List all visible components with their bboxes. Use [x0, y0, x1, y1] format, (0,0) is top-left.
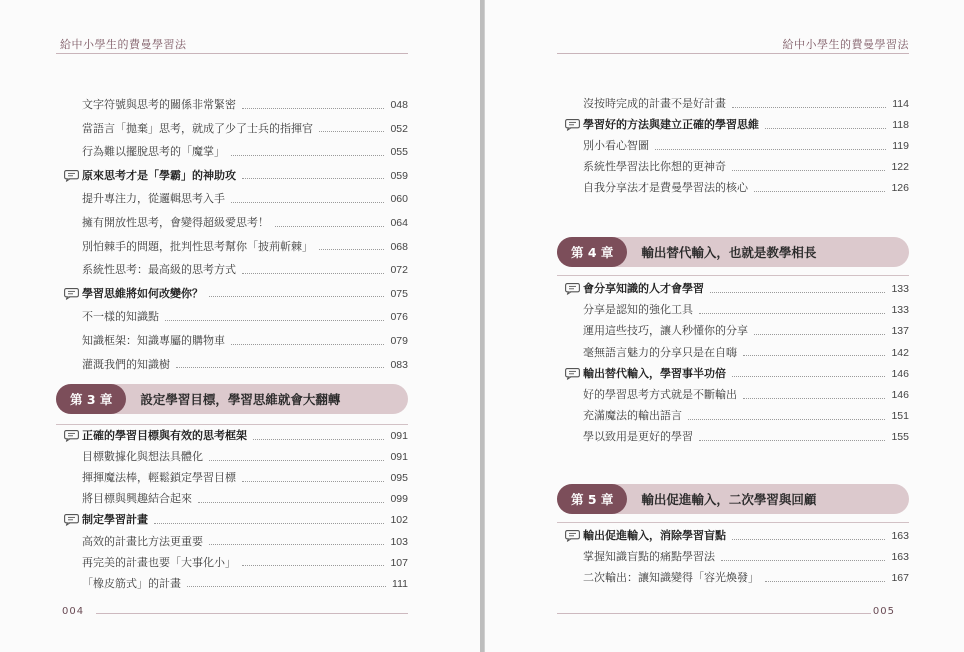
page-number: 005 — [872, 606, 895, 617]
toc-entry — [82, 261, 408, 279]
toc-entry-title: 當語言「拋棄」思考，就成了少了士兵的指揮官 — [82, 121, 313, 135]
toc-page-number: 091 — [390, 451, 408, 464]
chat-bubble-icon — [565, 283, 580, 295]
toc-page-number: 102 — [390, 514, 408, 527]
toc-entry — [583, 407, 909, 425]
dot-leader — [275, 226, 384, 227]
toc-page-number: 091 — [390, 430, 408, 442]
toc-entry-title: 揮揮魔法棒，輕鬆鎖定學習目標 — [82, 471, 236, 485]
toc-page-number: 064 — [390, 217, 408, 229]
toc-entry — [82, 214, 408, 232]
toc-entry — [82, 490, 408, 508]
toc-section-heading — [565, 116, 909, 134]
toc-page-number: 055 — [390, 146, 408, 159]
toc-entry-title: 二次輸出：讓知識變得「容光煥發」 — [583, 571, 759, 584]
toc-entry — [583, 386, 909, 404]
toc-entry — [583, 179, 909, 197]
toc-section-heading — [565, 365, 909, 383]
dot-leader — [176, 367, 384, 368]
toc-entry — [82, 143, 408, 161]
toc-section-heading — [64, 427, 408, 445]
toc-entry-title: 目標數據化與想法具體化 — [82, 450, 203, 464]
toc-entry-title: 好的學習思考方式就是不斷輸出 — [583, 388, 737, 401]
toc-entry — [583, 344, 909, 362]
dot-leader — [231, 344, 384, 345]
dot-leader — [732, 376, 885, 377]
toc-entry-title: 毫無語言魅力的分享只是在自嗨 — [583, 345, 737, 359]
dot-leader — [242, 565, 384, 566]
toc-entry-title: 再完美的計畫也要「大事化小」 — [82, 555, 236, 569]
toc-page-number: 151 — [891, 410, 909, 423]
toc-entry-title: 行為難以擺脫思考的「魔掌」 — [82, 145, 225, 159]
toc-entry-title: 原來思考才是「學霸」的神助攻 — [82, 168, 236, 182]
toc-page-number: 122 — [891, 161, 909, 173]
dot-leader — [765, 128, 886, 129]
toc-entry-title: 「橡皮筋式」的計畫 — [82, 576, 181, 590]
toc-entry-title: 文字符號與思考的關係非常緊密 — [82, 98, 236, 111]
toc-entry-title: 學習思維將如何改變你？ — [82, 286, 203, 300]
toc-entry — [82, 533, 408, 551]
toc-entry-title: 學以致用是更好的學習 — [583, 430, 693, 444]
toc-entry — [583, 158, 909, 176]
toc-page-number: 114 — [892, 98, 909, 110]
toc-page-number: 126 — [891, 182, 909, 194]
chapter-title: 輸出替代輸入，也就是教學相長 — [641, 245, 817, 260]
toc-entry-title: 提升專注力，從邏輯思考入手 — [82, 192, 225, 206]
chat-bubble-icon — [565, 368, 580, 380]
chat-bubble-icon — [565, 119, 580, 131]
toc-page-number: 075 — [390, 287, 408, 300]
toc-page-number: 103 — [390, 535, 408, 548]
toc-section-heading — [565, 280, 909, 298]
toc-page-number: 142 — [891, 346, 909, 359]
dot-leader — [754, 334, 885, 335]
dot-leader — [732, 107, 886, 108]
toc-entry-title: 會分享知識的人才會學習 — [583, 282, 704, 295]
dot-leader — [699, 440, 885, 441]
chapter-rule — [56, 424, 408, 425]
toc-entry-title: 分享是認知的強化工具 — [583, 303, 693, 317]
toc-entry-title: 輸出促進輸入，消除學習盲點 — [583, 529, 726, 542]
toc-entry — [583, 428, 909, 446]
chat-bubble-icon — [64, 288, 79, 300]
toc-page-number: 048 — [390, 99, 408, 111]
toc-entry — [82, 308, 408, 326]
toc-page-number: 163 — [891, 530, 909, 542]
dot-leader — [209, 460, 384, 461]
dot-leader — [754, 191, 885, 192]
toc-page-number: 146 — [891, 367, 909, 380]
toc-entry-title: 別小看心智圖 — [583, 139, 649, 152]
right-page — [484, 0, 964, 652]
toc-entry-title: 灌溉我們的知識樹 — [82, 357, 170, 371]
toc-entry-title: 沒按時完成的計畫不是好計畫 — [583, 97, 726, 110]
chapter-title: 設定學習目標，學習思維就會大翻轉 — [140, 392, 341, 407]
chapter-banner — [557, 237, 909, 267]
dot-leader — [655, 149, 886, 150]
dot-leader — [242, 273, 384, 274]
dot-leader — [743, 355, 885, 356]
toc-entry-title: 正確的學習目標與有效的思考框架 — [82, 429, 247, 442]
toc-page-number: 095 — [390, 472, 408, 485]
toc-page-number: 068 — [390, 240, 408, 253]
toc-entry-title: 制定學習計畫 — [82, 513, 148, 527]
toc-entry — [583, 569, 909, 587]
toc-entry — [82, 469, 408, 487]
toc-entry-title: 將目標與興趣結合起來 — [82, 492, 192, 506]
toc-page-number: 133 — [891, 304, 909, 317]
toc-entry-title: 運用這些技巧，讓人秒懂你的分享 — [583, 324, 748, 338]
toc-page-number: 052 — [390, 122, 408, 135]
toc-page-number: 083 — [390, 358, 408, 371]
dot-leader — [209, 296, 384, 297]
chapter-tag: 第 3 章 — [56, 384, 126, 414]
toc-entry-title: 高效的計畫比方法更重要 — [82, 534, 203, 548]
toc-entry-title: 自我分享法才是費曼學習法的核心 — [583, 181, 748, 194]
dot-leader — [231, 155, 384, 156]
toc-entry-title: 知識框架：知識專屬的購物車 — [82, 334, 225, 347]
dot-leader — [253, 439, 384, 440]
toc-page-number: 163 — [891, 551, 909, 563]
toc-page-number: 072 — [390, 264, 408, 277]
toc-page-number: 076 — [390, 311, 408, 324]
toc-entry — [82, 575, 408, 593]
toc-entry — [82, 238, 408, 256]
chapter-title: 輸出促進輸入，二次學習與回顧 — [641, 492, 817, 507]
dot-leader — [165, 320, 384, 321]
dot-leader — [732, 539, 885, 540]
running-head: 給中小學生的費曼學習法 — [782, 38, 909, 51]
chat-bubble-icon — [64, 514, 79, 526]
toc-entry-title: 學習好的方法與建立正確的學習思維 — [583, 118, 759, 131]
toc-entry-title: 充滿魔法的輸出語言 — [583, 409, 682, 423]
chat-bubble-icon — [64, 170, 79, 182]
toc-page-number: 111 — [392, 577, 408, 590]
dot-leader — [231, 202, 384, 203]
left-page — [0, 0, 481, 652]
page-number: 004 — [62, 606, 85, 617]
toc-entry-title: 擁有開放性思考，會變得超級愛思考！ — [82, 216, 269, 229]
head-rule — [557, 53, 909, 54]
dot-leader — [710, 292, 885, 293]
chapter-rule — [557, 275, 909, 276]
dot-leader — [319, 249, 384, 250]
toc-entry — [583, 301, 909, 319]
running-head: 給中小學生的費曼學習法 — [60, 38, 187, 51]
toc-entry — [82, 356, 408, 374]
toc-entry — [82, 554, 408, 572]
dot-leader — [198, 502, 384, 503]
dot-leader — [765, 581, 885, 582]
toc-entry — [82, 190, 408, 208]
dot-leader — [743, 398, 885, 399]
toc-page-number: 119 — [892, 140, 909, 152]
toc-page-number: 146 — [891, 389, 909, 401]
toc-page-number: 099 — [390, 493, 408, 506]
dot-leader — [242, 178, 384, 179]
toc-entry-title: 別怕棘手的問題，批判性思考幫你「披荊斬棘」 — [82, 239, 313, 253]
dot-leader — [732, 170, 885, 171]
toc-entry — [82, 96, 408, 114]
dot-leader — [688, 419, 885, 420]
dot-leader — [187, 586, 386, 587]
toc-entry — [82, 448, 408, 466]
chat-bubble-icon — [64, 430, 79, 442]
toc-entry-title: 系統性思考：最高級的思考方式 — [82, 263, 236, 277]
toc-entry — [82, 120, 408, 138]
chat-bubble-icon — [565, 530, 580, 542]
toc-entry — [583, 95, 909, 113]
toc-entry-title: 系統性學習法比你想的更神奇 — [583, 160, 726, 173]
toc-page-number: 137 — [891, 325, 909, 338]
dot-leader — [154, 523, 384, 524]
toc-page-number: 059 — [390, 169, 408, 182]
toc-entry-title: 輸出替代輸入，學習事半功倍 — [583, 366, 726, 380]
toc-section-heading — [565, 527, 909, 545]
toc-page-number: 079 — [390, 335, 408, 347]
toc-entry — [583, 548, 909, 566]
toc-entry-title: 不一樣的知識點 — [82, 310, 159, 324]
folio-rule — [96, 613, 408, 614]
toc-entry — [82, 332, 408, 350]
dot-leader — [699, 313, 885, 314]
toc-page-number: 133 — [891, 283, 909, 295]
toc-section-heading — [64, 167, 408, 185]
toc-entry — [583, 137, 909, 155]
chapter-tag: 第 4 章 — [557, 237, 627, 267]
dot-leader — [721, 560, 885, 561]
chapter-rule — [557, 522, 909, 523]
toc-section-heading — [64, 511, 408, 529]
head-rule — [56, 53, 408, 54]
chapter-tag: 第 5 章 — [557, 484, 627, 514]
toc-entry — [583, 322, 909, 340]
toc-page-number: 118 — [892, 119, 909, 131]
dot-leader — [319, 131, 384, 132]
toc-page-number: 107 — [390, 556, 408, 569]
chapter-banner — [56, 384, 408, 414]
toc-page-number: 060 — [390, 193, 408, 206]
chapter-banner — [557, 484, 909, 514]
toc-page-number: 155 — [891, 431, 909, 444]
dot-leader — [242, 481, 384, 482]
dot-leader — [209, 544, 384, 545]
dot-leader — [242, 108, 384, 109]
folio-rule — [557, 613, 871, 614]
toc-section-heading — [64, 285, 408, 303]
toc-page-number: 167 — [891, 572, 909, 584]
toc-entry-title: 掌握知識盲點的痛點學習法 — [583, 550, 715, 563]
